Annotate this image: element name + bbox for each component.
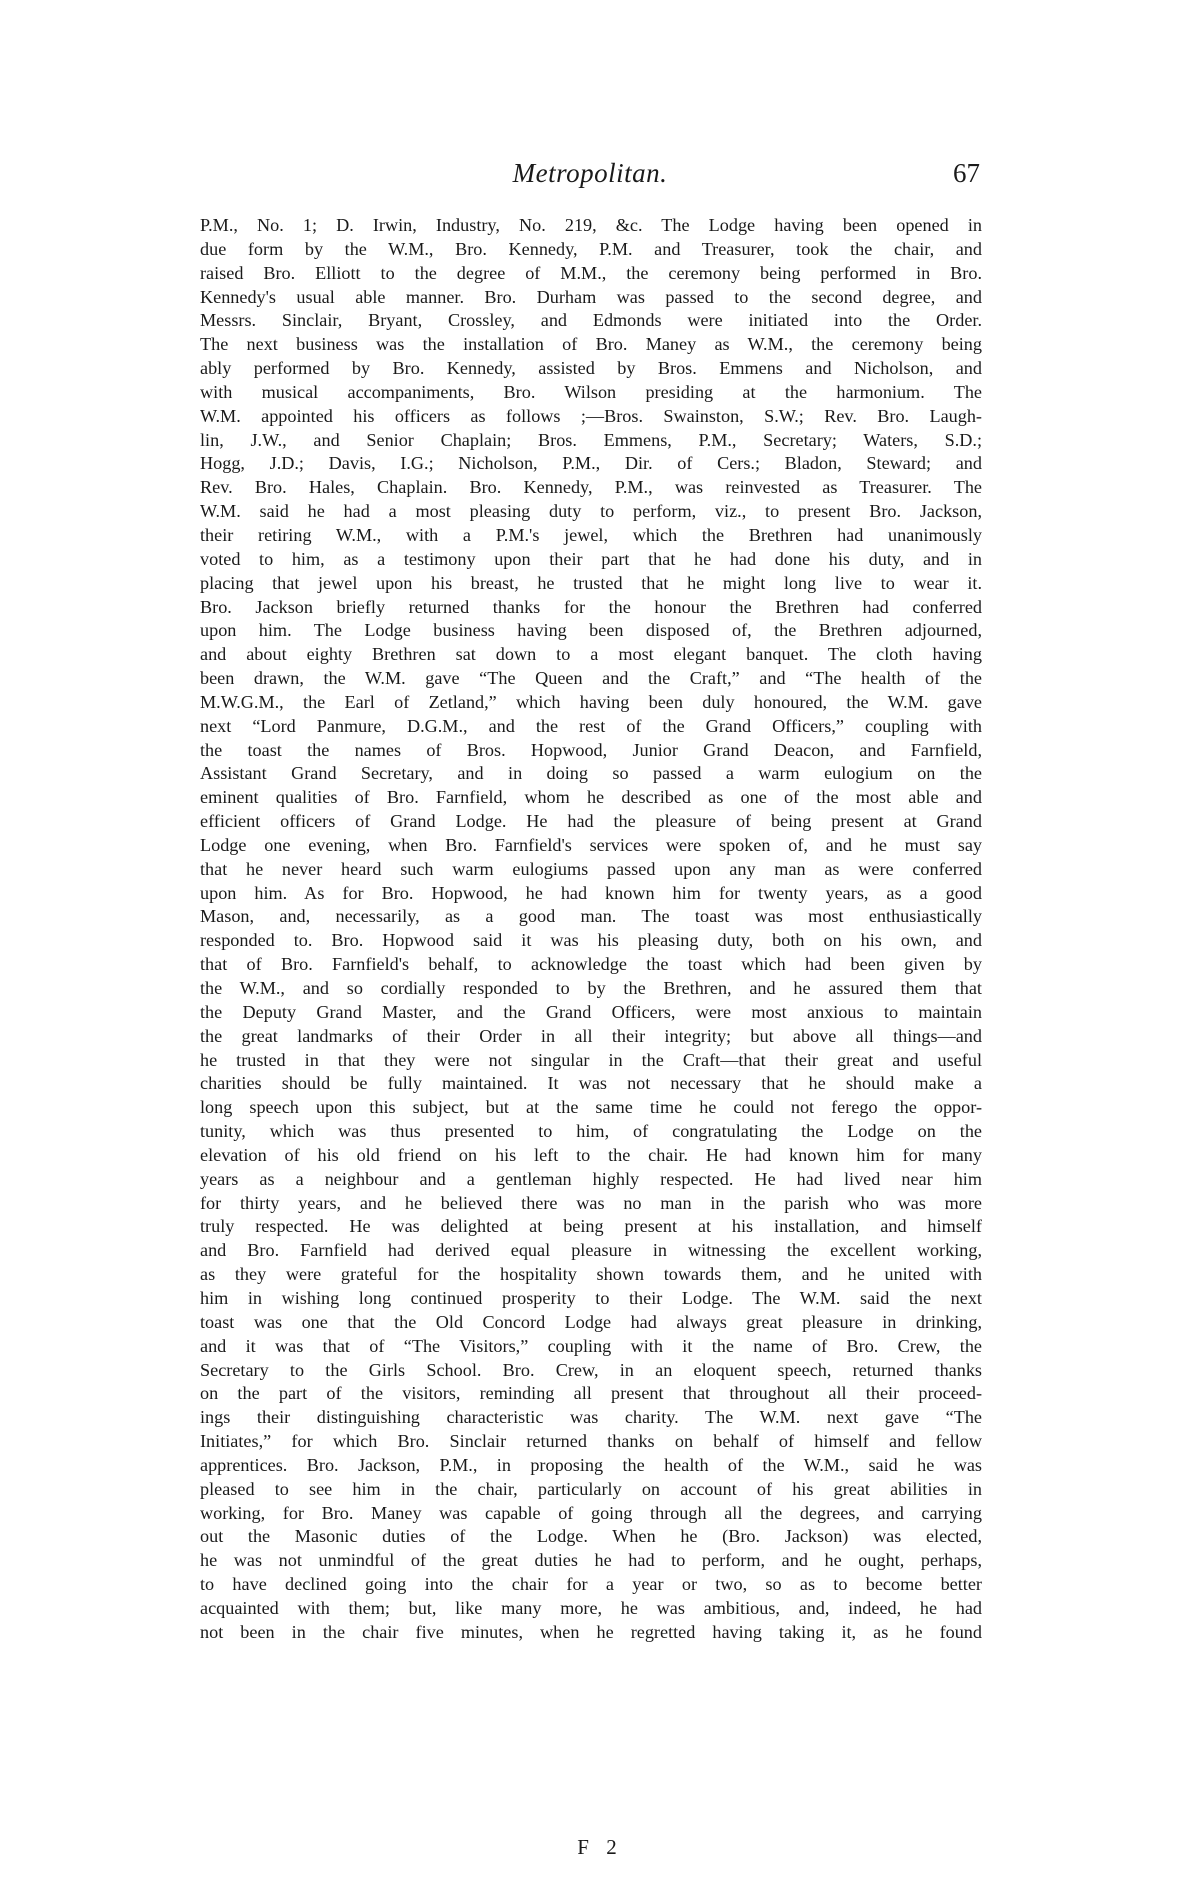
text-line: next “Lord Panmure, D.G.M., and the rest of the Grand Officers,” coupling with bbox=[200, 715, 982, 736]
text-line: their retiring W.M., with a P.M.'s jewel, which the Brethren had unanimously bbox=[200, 524, 982, 545]
text-line: Mason, and, necessarily, as a good man. The toast was most enthusiastically bbox=[200, 906, 982, 927]
text-line: him in wishing long continued prosperity to their Lodge. The W.M. said the next bbox=[200, 1287, 982, 1308]
text-line: upon him. As for Bro. Hopwood, he had known him for twenty years, as a good bbox=[200, 882, 982, 903]
running-title: Metropolitan. bbox=[512, 158, 668, 188]
text-line: ably performed by Bro. Kennedy, assisted by Bros. Emmens and Nicholson, and bbox=[200, 358, 982, 379]
text-line: for thirty years, and he believed there was no man in the parish who was more bbox=[200, 1192, 982, 1213]
text-line: Hogg, J.D.; Davis, I.G.; Nicholson, P.M., Dir. of Cers.; Bladon, Steward; and bbox=[200, 453, 982, 474]
text-line: long speech upon this subject, but at the same time he could not ferego the oppor- bbox=[200, 1097, 982, 1118]
text-line: the W.M., and so cordially responded to by the Brethren, and he assured them that bbox=[200, 978, 982, 998]
page-number: 67 bbox=[953, 158, 980, 188]
text-line: not been in the chair five minutes, when he regretted having taking it, as he found bbox=[200, 1621, 982, 1642]
text-line: that of Bro. Farnfield's behalf, to acknowledge the toast which had been given by bbox=[200, 954, 982, 975]
text-line: The next business was the installation of Bro. Maney as W.M., the ceremony being bbox=[200, 334, 982, 355]
text-line: raised Bro. Elliott to the degree of M.M., the ceremony being performed in Bro. bbox=[200, 262, 982, 283]
text-line: apprentices. Bro. Jackson, P.M., in proposing the health of the W.M., said he was bbox=[200, 1454, 982, 1475]
text-line: acquainted with them; but, like many more, he was ambitious, and, indeed, he had bbox=[200, 1597, 982, 1618]
text-line: placing that jewel upon his breast, he trusted that he might long live to wear it. bbox=[200, 572, 982, 593]
text-line: been drawn, the W.M. gave “The Queen and the Craft,” and “The health of the bbox=[200, 668, 982, 689]
text-line: efficient officers of Grand Lodge. He had the pleasure of being present at Grand bbox=[200, 811, 982, 832]
text-line: W.M. appointed his officers as follows ;—Bros. Swainston, S.W.; Rev. Bro. Laugh- bbox=[200, 405, 982, 426]
text-line: upon him. The Lodge business having been disposed of, the Brethren adjourned, bbox=[200, 620, 982, 641]
text-line: pleased to see him in the chair, particularly on account of his great abilities in bbox=[200, 1478, 982, 1499]
body-text bbox=[200, 214, 982, 1645]
text-line: elevation of his old friend on his left to the chair. He had known him for many bbox=[200, 1144, 982, 1165]
text-line: lin, J.W., and Senior Chaplain; Bros. Emmens, P.M., Secretary; Waters, S.D.; bbox=[200, 429, 982, 450]
text-line: as they were grateful for the hospitality shown towards them, and he united with bbox=[200, 1264, 982, 1285]
text-line: truly respected. He was delighted at being present at his installation, and himself bbox=[200, 1216, 982, 1237]
text-line: and about eighty Brethren sat down to a most elegant banquet. The cloth having bbox=[200, 644, 982, 665]
text-line: Secretary to the Girls School. Bro. Crew, in an eloquent speech, returned thanks bbox=[200, 1359, 982, 1380]
text-line: the toast the names of Bros. Hopwood, Junior Grand Deacon, and Farnfield, bbox=[200, 739, 982, 760]
text-line: he trusted in that they were not singular in the Craft—that their great and useful bbox=[200, 1049, 982, 1070]
text-line: the great landmarks of their Order in all their integrity; but above all things—and bbox=[200, 1025, 982, 1046]
text-line: charities should be fully maintained. It was not necessary that he should make a bbox=[200, 1073, 982, 1094]
text-line: responded to. Bro. Hopwood said it was his pleasing duty, both on his own, and bbox=[200, 930, 982, 951]
text-line: voted to him, as a testimony upon their part that he had done his duty, and in bbox=[200, 548, 982, 569]
text-line: years as a neighbour and a gentleman highly respected. He had lived near him bbox=[200, 1168, 982, 1189]
page-header bbox=[200, 158, 980, 198]
text-line: the Deputy Grand Master, and the Grand Officers, were most anxious to maintain bbox=[200, 1001, 982, 1022]
text-line: Lodge one evening, when Bro. Farnfield's services were spoken of, and he must say bbox=[200, 834, 982, 855]
text-line: out the Masonic duties of the Lodge. When he (Bro. Jackson) was elected, bbox=[200, 1526, 982, 1547]
text-line: W.M. said he had a most pleasing duty to perform, viz., to present Bro. Jackson, bbox=[200, 501, 982, 522]
text-line: and Bro. Farnfield had derived equal pleasure in witnessing the excellent working, bbox=[200, 1240, 982, 1261]
text-line: toast was one that the Old Concord Lodge had always great pleasure in drinking, bbox=[200, 1311, 982, 1332]
text-line: to have declined going into the chair for a year or two, so as to become better bbox=[200, 1574, 982, 1595]
text-line: Initiates,” for which Bro. Sinclair returned thanks on behalf of himself and fellow bbox=[200, 1431, 982, 1452]
text-line: P.M., No. 1; D. Irwin, Industry, No. 219, &c. The Lodge having been opened in bbox=[200, 215, 982, 235]
text-line: he was not unmindful of the great duties he had to perform, and he ought, perhaps, bbox=[200, 1550, 982, 1571]
text-line: working, for Bro. Maney was capable of going through all the degrees, and carrying bbox=[200, 1502, 982, 1523]
text-line: Rev. Bro. Hales, Chaplain. Bro. Kennedy, P.M., was reinvested as Treasurer. The bbox=[200, 477, 982, 498]
text-line: Messrs. Sinclair, Bryant, Crossley, and Edmonds were initiated into the Order. bbox=[200, 310, 982, 331]
text-line: Assistant Grand Secretary, and in doing so passed a warm eulogium on the bbox=[200, 763, 982, 784]
text-line: on the part of the visitors, reminding all present that throughout all their proceed- bbox=[200, 1383, 982, 1404]
text-line: M.W.G.M., the Earl of Zetland,” which having been duly honoured, the W.M. gave bbox=[200, 691, 982, 712]
text-line: ings their distinguishing characteristic was charity. The W.M. next gave “The bbox=[200, 1407, 982, 1428]
text-line: and it was that of “The Visitors,” coupling with it the name of Bro. Crew, the bbox=[200, 1335, 982, 1356]
text-line: with musical accompaniments, Bro. Wilson presiding at the harmonium. The bbox=[200, 381, 982, 402]
signature-mark: F 2 bbox=[577, 1835, 623, 1859]
text-line: Bro. Jackson briefly returned thanks for the honour the Brethren had conferred bbox=[200, 596, 982, 617]
text-line: that he never heard such warm eulogiums passed upon any man as were conferred bbox=[200, 858, 982, 879]
text-line: Kennedy's usual able manner. Bro. Durham was passed to the second degree, and bbox=[200, 286, 982, 307]
text-line: due form by the W.M., Bro. Kennedy, P.M. and Treasurer, took the chair, and bbox=[200, 238, 982, 259]
text-line: tunity, which was thus presented to him, of congratulating the Lodge on the bbox=[200, 1121, 982, 1142]
text-line: eminent qualities of Bro. Farnfield, whom he described as one of the most able and bbox=[200, 787, 982, 808]
